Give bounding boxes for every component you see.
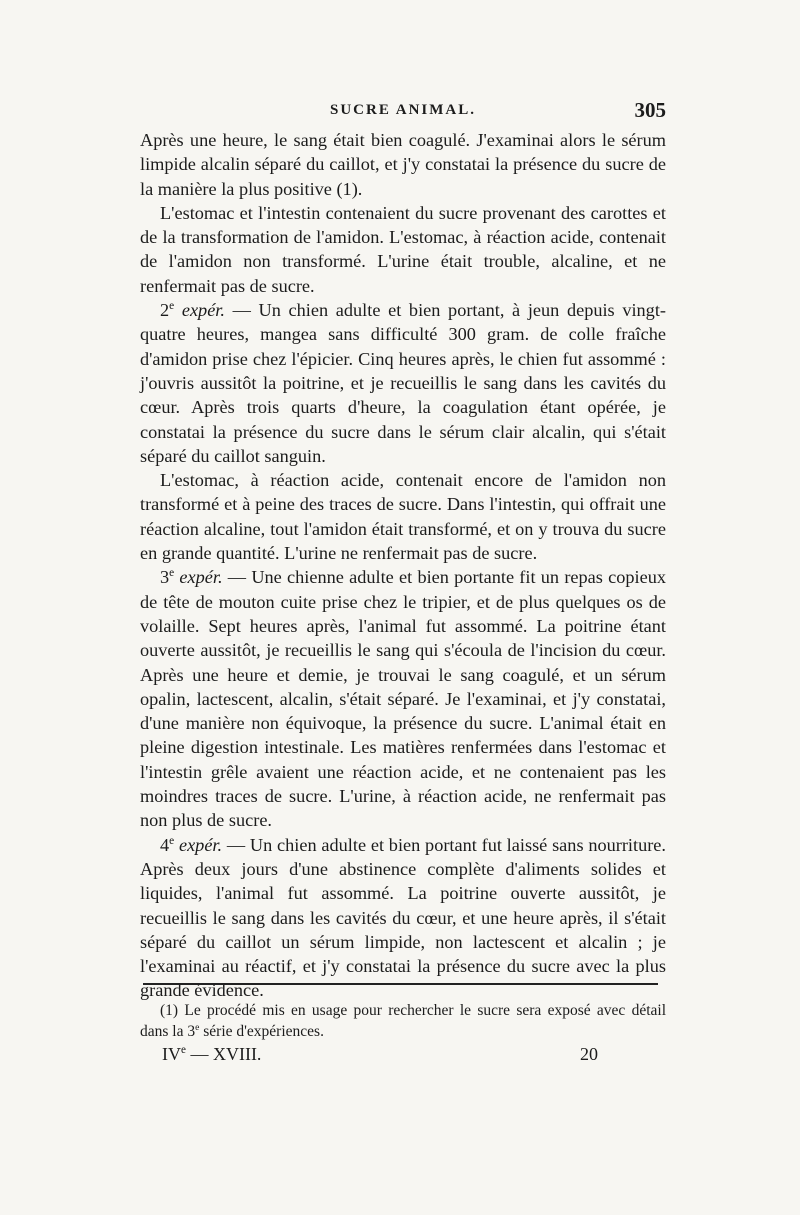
experiment-3-text: Une chienne adulte et bien portante fit un repas copieux de tête de mouton cuite prise chez le tripier, et de plus quelques os de volaille. Sept heures après, l'animal fut assommé. La poitrine étant ouverte aussitôt, je recueillis le sang qui s'écoula de l'incision du cœur. Après une heure et demie, je trouvai le sang coagulé, et un sérum opalin, lactescent, alcalin, s'était séparé. Je l'examinai, et j'y constatai, d'une manière non équivoque, la présence du sucre. L'animal était en pleine digestion intestinale. Les matières renfermées dans l'estomac et l'intestin grêle avaient une réaction acide, et ne contenaient pas les moindres traces de sucre. L'urine, à réaction acide, ne renfermait pas non plus de sucre.: [140, 567, 666, 831]
experiment-3-sup: e: [169, 567, 175, 580]
experiment-2-text: Un chien adulte et bien portant, à jeun depuis vingt-quatre heures, mangea sans difficulté 300 gram. de colle fraîche d'amidon prise chez l'épicier. Cinq heures après, le chien fut assommé : j'ouvris aussitôt la poitrine, et je recueillis le sang dans les cavités du cœur. Après trois quarts d'heure, la coagulation étant opérée, je constatai la présence du sucre dans le sérum clair alcalin, qui s'était séparé du caillot sanguin.: [140, 300, 666, 466]
experiment-3-label: expér.: [179, 567, 223, 588]
running-head: SUCRE ANIMAL.: [330, 102, 477, 118]
signature-mark: IVe — XVIII.: [162, 1044, 262, 1064]
paragraph-2: L'estomac et l'intestin contenaient du sucre provenant des carottes et de la transformation de l'amidon. L'estomac, à réaction acide, contenait de l'amidon non transformé. L'urine était trouble, alcaline, et ne renfermait pas de sucre.: [140, 202, 666, 296]
experiment-2-number: 2: [160, 300, 170, 321]
page-header: [140, 98, 666, 128]
paragraph-5: 3e expér. — Une chienne adulte et bien portante fit un repas copieux de tête de mouton cuite prise chez le tripier, et de plus quelques os de volaille. Sept heures après, l'animal fut assommé. La poitrine étant ouverte aussitôt, je recueillis le sang qui s'écoula de l'incision du cœur. Après une heure et demie, je trouvai le sang coagulé, et un sérum opalin, lactescent, alcalin, s'était séparé. Je l'examinai, et j'y constatai, d'une manière non équivoque, la présence du sucre. L'animal était en pleine digestion intestinale. Les matières renfermées dans l'estomac et l'intestin grêle avaient une réaction acide, et ne contenaient pas les moindres traces de sucre. L'urine, à réaction acide, ne renfermait pas non plus de sucre.: [140, 567, 666, 831]
experiment-4-text: Un chien adulte et bien portant fut laissé sans nourriture. Après deux jours d'une abstinence complète d'aliments solides et liquides, l'animal fut assommé. La poitrine ouverte aussitôt, je recueillis le sang dans les cavités du cœur, et une heure après, il s'était séparé du caillot un sérum limpide, non lactescent et alcalin ; je l'examinai au réactif, et j'y constatai la présence du sucre avec la plus grande évidence.: [140, 834, 666, 1001]
experiment-2-sup: e: [169, 299, 175, 312]
experiment-2-label: expér.: [181, 300, 225, 321]
experiment-3-number: 3: [160, 567, 170, 588]
experiment-4-sup: e: [169, 834, 175, 847]
footnote-divider: [143, 983, 658, 985]
footnote-marker: (1): [160, 1002, 179, 1019]
signature-line: [140, 1044, 666, 1070]
footnote-text-before: Le procédé mis en usage pour rechercher le sucre sera exposé avec détail dans la 3: [140, 1002, 667, 1040]
footnote: [140, 1000, 666, 1042]
paragraph-1: Après une heure, le sang était bien coagulé. J'examinai alors le sérum limpide alcalin séparé du caillot, et j'y constatai la présence du sucre de la manière la plus positive (1).: [140, 130, 666, 199]
footnote-sup: e: [195, 1021, 200, 1033]
experiment-4-label: expér.: [178, 834, 223, 855]
signature-number: 20: [580, 1044, 598, 1064]
paragraph-4: L'estomac, à réaction acide, contenait encore de l'amidon non transformé et à peine des traces de sucre. Dans l'intestin, qui offrait une réaction alcaline, tout l'amidon était transformé, et on y trouva du sucre en grande quantité. L'urine ne renfermait pas de sucre.: [140, 470, 666, 564]
page-number: 305: [634, 98, 666, 122]
experiment-4-number: 4: [160, 834, 170, 855]
paragraph-6: 4e expér. — Un chien adulte et bien portant fut laissé sans nourriture. Après deux jours d'une abstinence complète d'aliments solides et liquides, l'animal fut assommé. La poitrine ouverte aussitôt, je recueillis le sang dans les cavités du cœur, et une heure après, il s'était séparé du caillot un sérum limpide, non lactescent et alcalin ; je l'examinai au réactif, et j'y constatai la présence du sucre avec la plus grande évidence.: [140, 834, 666, 1001]
main-text: [140, 128, 666, 1003]
paragraph-3: 2e expér. — Un chien adulte et bien portant, à jeun depuis vingt-quatre heures, mangea sans difficulté 300 gram. de colle fraîche d'amidon prise chez l'épicier. Cinq heures après, le chien fut assommé : j'ouvris aussitôt la poitrine, et je recueillis le sang dans les cavités du cœur. Après trois quarts d'heure, la coagulation étant opérée, je constatai la présence du sucre dans le sérum clair alcalin, qui s'était séparé du caillot sanguin.: [140, 299, 666, 466]
footnote-text-after: série d'expériences.: [203, 1023, 324, 1040]
